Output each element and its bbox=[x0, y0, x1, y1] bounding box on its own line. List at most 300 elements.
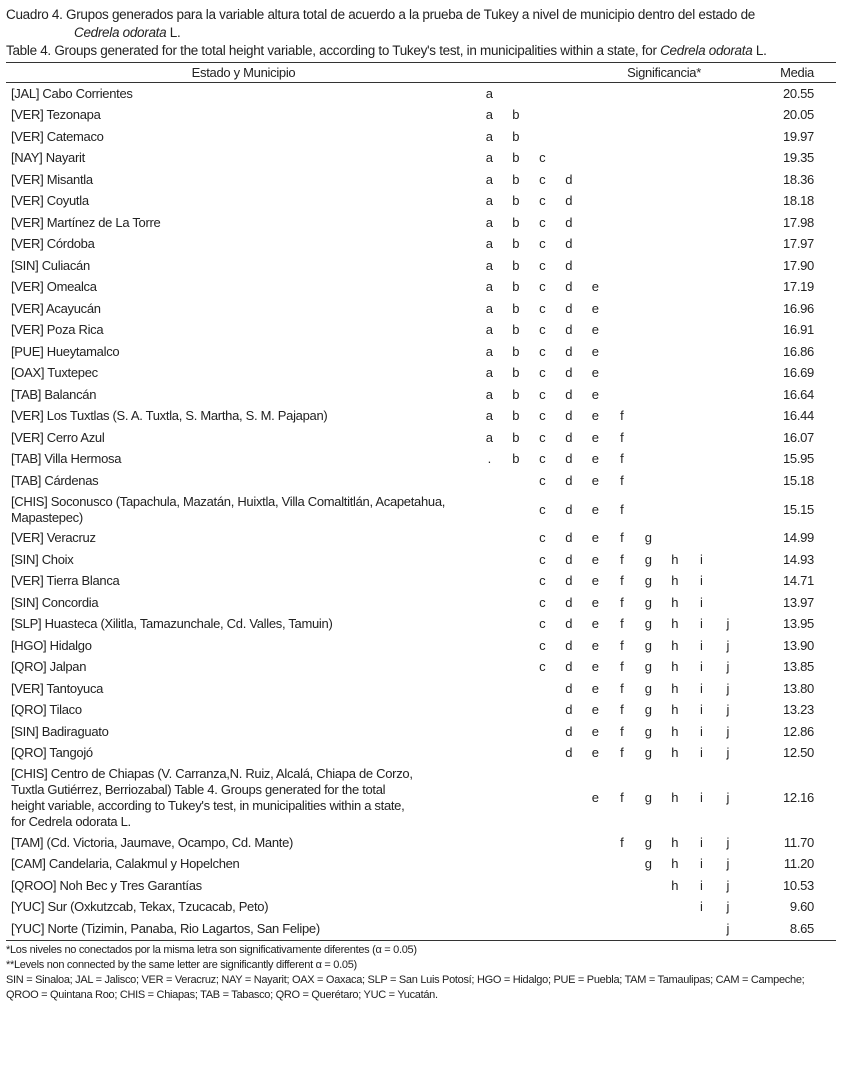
municipality-name bbox=[6, 549, 476, 571]
significance-letter: d bbox=[565, 723, 573, 739]
significance-letter bbox=[715, 126, 742, 148]
significance-letter bbox=[715, 234, 742, 256]
significance-letter bbox=[688, 169, 715, 191]
significance-letter bbox=[503, 592, 530, 614]
media-value: 16.96 bbox=[782, 300, 814, 316]
significance-letter: d bbox=[565, 702, 573, 718]
significance-letter: b bbox=[512, 300, 520, 316]
significance-letter: c bbox=[539, 530, 546, 546]
significance-letter: f bbox=[620, 723, 624, 739]
media-value: 15.18 bbox=[782, 472, 814, 488]
significance-letter: g bbox=[644, 745, 652, 761]
media-value: 13.95 bbox=[782, 616, 814, 632]
significance-letter bbox=[609, 875, 636, 897]
significance-letter: a bbox=[485, 365, 493, 381]
significance-letter: a bbox=[485, 322, 493, 338]
significance-letter bbox=[715, 320, 742, 342]
significance-letter: b bbox=[512, 429, 520, 445]
significance-letter bbox=[609, 341, 636, 363]
significance-letter bbox=[715, 406, 742, 428]
table-row bbox=[6, 571, 836, 593]
table-row bbox=[6, 384, 836, 406]
significance-letter: j bbox=[726, 899, 730, 915]
significance-letter bbox=[556, 875, 583, 897]
significance-letter bbox=[582, 191, 609, 213]
significance-letter bbox=[662, 83, 689, 105]
significance-letter: c bbox=[539, 573, 546, 589]
significance-letter bbox=[688, 320, 715, 342]
media-value: 13.85 bbox=[782, 659, 814, 675]
significance-letter: a bbox=[485, 408, 493, 424]
significance-letter bbox=[662, 897, 689, 919]
significance-letter bbox=[662, 918, 689, 940]
significance-letter: f bbox=[620, 745, 624, 761]
municipality-name-text: [QROO] Noh Bec y Tres Garantías bbox=[11, 877, 202, 893]
significance-letter bbox=[662, 234, 689, 256]
significance-letter bbox=[715, 148, 742, 170]
significance-letter: j bbox=[726, 637, 730, 653]
significance-letter bbox=[609, 320, 636, 342]
significance-letter bbox=[476, 528, 503, 550]
municipality-name-text: [VER] Martínez de La Torre bbox=[11, 214, 161, 230]
table-row bbox=[6, 592, 836, 614]
municipality-name-text: [VER] Los Tuxtlas (S. A. Tuxtla, S. Martha, S. M. Pajapan) bbox=[11, 408, 328, 424]
significance-letter bbox=[715, 363, 742, 385]
significance-letter bbox=[529, 854, 556, 876]
significance-letter bbox=[635, 277, 662, 299]
municipality-name-text: [YUC] Norte (Tizimin, Panaba, Rio Lagartos, San Felipe) bbox=[11, 920, 320, 936]
significance-letter: j bbox=[726, 790, 730, 805]
significance-letter bbox=[609, 169, 636, 191]
significance-letter bbox=[556, 148, 583, 170]
media-value: 12.86 bbox=[782, 723, 814, 739]
significance-letter: h bbox=[671, 573, 679, 589]
municipality-name-text: [VER] Córdoba bbox=[11, 236, 95, 252]
significance-letter: a bbox=[485, 343, 493, 359]
significance-letter bbox=[662, 277, 689, 299]
table-row bbox=[6, 854, 836, 876]
significance-letter: c bbox=[539, 501, 546, 517]
table-row bbox=[6, 277, 836, 299]
significance-letter: d bbox=[565, 171, 573, 187]
municipality-name bbox=[6, 700, 476, 722]
significance-letter bbox=[503, 470, 530, 492]
significance-letter: d bbox=[565, 472, 573, 488]
significance-letter bbox=[556, 126, 583, 148]
significance-letter: g bbox=[644, 530, 652, 546]
significance-letter: c bbox=[539, 300, 546, 316]
media-value: 14.71 bbox=[782, 573, 814, 589]
significance-letter: h bbox=[671, 637, 679, 653]
significance-letter: e bbox=[591, 745, 599, 761]
significance-letter: f bbox=[620, 790, 624, 805]
municipality-name-text: [CHIS] Soconusco (Tapachula, Mazatán, Huixtla, Villa Comaltitlán, Acapetahua, Mapastepec) bbox=[11, 493, 446, 525]
significance-letter bbox=[476, 700, 503, 722]
table-row bbox=[6, 918, 836, 940]
significance-letter: f bbox=[620, 408, 624, 424]
table-row bbox=[6, 320, 836, 342]
significance-letter bbox=[635, 427, 662, 449]
significance-letter: e bbox=[591, 790, 599, 805]
significance-letter bbox=[582, 105, 609, 127]
significance-letter: d bbox=[565, 322, 573, 338]
significance-letter: c bbox=[539, 386, 546, 402]
significance-letter bbox=[635, 918, 662, 940]
significance-letter bbox=[476, 897, 503, 919]
significance-letter: c bbox=[539, 171, 546, 187]
significance-letter bbox=[582, 255, 609, 277]
significance-letter: a bbox=[485, 128, 493, 144]
significance-letter: f bbox=[620, 451, 624, 467]
significance-letter bbox=[688, 427, 715, 449]
significance-letter bbox=[635, 105, 662, 127]
municipality-name-text: [TAB] Cárdenas bbox=[11, 472, 99, 488]
municipality-name bbox=[6, 528, 476, 550]
significance-letter: d bbox=[565, 594, 573, 610]
media-value: 20.55 bbox=[782, 85, 814, 101]
caption-english-suffix: L. bbox=[752, 43, 767, 58]
significance-letter: h bbox=[671, 616, 679, 632]
significance-letter bbox=[688, 470, 715, 492]
significance-letter bbox=[609, 854, 636, 876]
significance-letter: c bbox=[539, 451, 546, 467]
significance-letter: f bbox=[620, 573, 624, 589]
media-value: 17.90 bbox=[782, 257, 814, 273]
significance-letter bbox=[662, 191, 689, 213]
significance-letter: e bbox=[591, 365, 599, 381]
significance-letter: h bbox=[671, 551, 679, 567]
municipality-name-text: [QRO] Tangojó bbox=[11, 745, 93, 761]
significance-letter: e bbox=[591, 279, 599, 295]
significance-letter bbox=[609, 277, 636, 299]
significance-letter: a bbox=[485, 193, 493, 209]
municipality-name bbox=[6, 592, 476, 614]
media-value: 18.36 bbox=[782, 171, 814, 187]
significance-letter: h bbox=[671, 790, 679, 805]
table-row bbox=[6, 126, 836, 148]
municipality-name bbox=[6, 470, 476, 492]
significance-letter bbox=[503, 678, 530, 700]
significance-letter bbox=[556, 918, 583, 940]
municipality-name-text: [VER] Tezonapa bbox=[11, 107, 101, 123]
significance-letter: g bbox=[644, 637, 652, 653]
media-value: 16.91 bbox=[782, 322, 814, 338]
footnote-english: **Levels non connected by the same letter are significantly different α = 0.05) bbox=[6, 958, 357, 971]
municipality-name bbox=[6, 341, 476, 363]
significance-letter bbox=[503, 875, 530, 897]
significance-letter: i bbox=[699, 573, 703, 589]
table-row bbox=[6, 148, 836, 170]
significance-letter: b bbox=[512, 107, 520, 123]
table-row bbox=[6, 678, 836, 700]
municipality-name bbox=[6, 234, 476, 256]
municipality-name bbox=[6, 832, 476, 854]
media-value: 15.95 bbox=[782, 451, 814, 467]
media-value: 13.90 bbox=[782, 637, 814, 653]
significance-letter: c bbox=[539, 193, 546, 209]
significance-letter: d bbox=[565, 451, 573, 467]
significance-letter bbox=[688, 492, 715, 528]
media-value: 17.19 bbox=[782, 279, 814, 295]
significance-letter bbox=[556, 897, 583, 919]
significance-letter: a bbox=[485, 171, 493, 187]
significance-letter: j bbox=[726, 723, 730, 739]
table-row bbox=[6, 549, 836, 571]
significance-letter bbox=[529, 764, 556, 832]
significance-letter bbox=[635, 406, 662, 428]
significance-letter bbox=[529, 743, 556, 765]
municipality-name-text: [QRO] Tilaco bbox=[11, 702, 82, 718]
caption-spanish-suffix: L. bbox=[166, 25, 181, 40]
municipality-name bbox=[6, 298, 476, 320]
significance-letter bbox=[635, 191, 662, 213]
significance-letter: j bbox=[715, 918, 742, 940]
significance-letter: e bbox=[591, 322, 599, 338]
significance-letter: f bbox=[620, 680, 624, 696]
significance-letter bbox=[635, 148, 662, 170]
significance-letter bbox=[688, 363, 715, 385]
significance-letter: g bbox=[644, 659, 652, 675]
municipality-name bbox=[6, 571, 476, 593]
significance-letter bbox=[662, 406, 689, 428]
significance-letter bbox=[609, 212, 636, 234]
significance-letter bbox=[715, 384, 742, 406]
table-row bbox=[6, 700, 836, 722]
significance-letter: c bbox=[539, 257, 546, 273]
significance-letter bbox=[662, 341, 689, 363]
significance-letter bbox=[609, 897, 636, 919]
significance-letter bbox=[582, 234, 609, 256]
municipality-name-text: [VER] Cerro Azul bbox=[11, 429, 105, 445]
significance-letter: f bbox=[620, 594, 624, 610]
table-row bbox=[6, 449, 836, 471]
significance-letter: j bbox=[726, 877, 730, 893]
municipality-name-text: [SLP] Huasteca (Xilitla, Tamazunchale, Cd. Valles, Tamuin) bbox=[11, 616, 333, 632]
significance-letter bbox=[503, 832, 530, 854]
table-header-row bbox=[6, 63, 836, 83]
table-row bbox=[6, 341, 836, 363]
significance-letter: e bbox=[591, 343, 599, 359]
significance-letter bbox=[715, 191, 742, 213]
footnote-spanish: *Los niveles no conectados por la misma letra son significativamente diferentes (α = 0.05) bbox=[6, 943, 417, 956]
significance-letter bbox=[715, 298, 742, 320]
significance-letter: b bbox=[512, 193, 520, 209]
significance-letter: a bbox=[485, 85, 493, 101]
media-value: 19.97 bbox=[782, 128, 814, 144]
significance-letter bbox=[503, 721, 530, 743]
significance-letter bbox=[503, 918, 530, 940]
significance-letter bbox=[503, 657, 530, 679]
significance-letter bbox=[715, 470, 742, 492]
significance-letter: d bbox=[565, 300, 573, 316]
significance-letter: c bbox=[539, 150, 546, 166]
media-value: 15.15 bbox=[782, 501, 814, 517]
significance-letter: d bbox=[565, 616, 573, 632]
significance-letter: a bbox=[485, 429, 493, 445]
table-row bbox=[6, 427, 836, 449]
significance-letter: a bbox=[485, 236, 493, 252]
significance-letter bbox=[529, 875, 556, 897]
municipality-name-text: [VER] Catemaco bbox=[11, 128, 104, 144]
municipality-name-text: [TAB] Balancán bbox=[11, 386, 97, 402]
table-row bbox=[6, 832, 836, 854]
municipality-name bbox=[6, 678, 476, 700]
municipality-name bbox=[6, 897, 476, 919]
municipality-name-text: [VER] Coyutla bbox=[11, 193, 89, 209]
significance-letter: b bbox=[512, 214, 520, 230]
significance-letter: h bbox=[671, 594, 679, 610]
significance-letter: e bbox=[591, 300, 599, 316]
table-row bbox=[6, 255, 836, 277]
significance-letter: c bbox=[539, 408, 546, 424]
significance-letter bbox=[715, 212, 742, 234]
significance-letter: j bbox=[726, 659, 730, 675]
media-value: 16.69 bbox=[782, 365, 814, 381]
significance-letter: f bbox=[620, 659, 624, 675]
municipality-name bbox=[6, 743, 476, 765]
municipality-name bbox=[6, 657, 476, 679]
significance-letter: j bbox=[726, 680, 730, 696]
significance-letter bbox=[582, 212, 609, 234]
municipality-name bbox=[6, 255, 476, 277]
significance-letter: f bbox=[620, 472, 624, 488]
caption-english-species: Cedrela odorata bbox=[660, 43, 753, 58]
significance-letter bbox=[715, 341, 742, 363]
significance-letter: e bbox=[591, 530, 599, 546]
media-value: 16.86 bbox=[782, 343, 814, 359]
caption-spanish-text: Cuadro 4. Grupos generados para la variable altura total de acuerdo a la prueba de Tukey a nivel de municipio dentro del estado de bbox=[6, 7, 756, 22]
significance-letter bbox=[662, 492, 689, 528]
media-value: 18.18 bbox=[782, 193, 814, 209]
significance-letter bbox=[635, 363, 662, 385]
significance-letter: i bbox=[699, 680, 703, 696]
municipality-name bbox=[6, 212, 476, 234]
significance-letter bbox=[476, 875, 503, 897]
municipality-name bbox=[6, 721, 476, 743]
significance-letter: d bbox=[565, 680, 573, 696]
table-row bbox=[6, 743, 836, 765]
significance-letter bbox=[688, 918, 715, 940]
significance-letter: h bbox=[671, 702, 679, 718]
significance-letter bbox=[476, 678, 503, 700]
significance-letter: e bbox=[591, 472, 599, 488]
caption-english bbox=[6, 42, 839, 60]
significance-letter: j bbox=[726, 616, 730, 632]
significance-letter: g bbox=[644, 680, 652, 696]
municipality-name-text: [SIN] Choix bbox=[11, 551, 74, 567]
significance-letter bbox=[635, 875, 662, 897]
significance-letter: b bbox=[512, 451, 520, 467]
significance-letter bbox=[688, 384, 715, 406]
significance-letter: c bbox=[539, 322, 546, 338]
municipality-name bbox=[6, 320, 476, 342]
significance-letter bbox=[503, 492, 530, 528]
table-row bbox=[6, 635, 836, 657]
media-value: 9.60 bbox=[789, 899, 814, 915]
media-value: 20.05 bbox=[782, 107, 814, 123]
significance-letter bbox=[635, 897, 662, 919]
significance-letter bbox=[715, 449, 742, 471]
significance-letter: b bbox=[512, 150, 520, 166]
significance-letter: a bbox=[485, 386, 493, 402]
significance-letter: h bbox=[671, 659, 679, 675]
municipality-name bbox=[6, 169, 476, 191]
significance-letter bbox=[635, 298, 662, 320]
significance-letter bbox=[503, 635, 530, 657]
significance-letter: d bbox=[565, 236, 573, 252]
significance-letter: g bbox=[644, 573, 652, 589]
significance-letter bbox=[476, 918, 503, 940]
header-media: Media bbox=[741, 63, 836, 83]
caption-spanish-species: Cedrela odorata bbox=[74, 25, 167, 40]
significance-letter bbox=[715, 83, 742, 105]
significance-letter: d bbox=[565, 214, 573, 230]
significance-letter bbox=[582, 126, 609, 148]
significance-letter bbox=[715, 492, 742, 528]
significance-letter bbox=[662, 126, 689, 148]
significance-letter bbox=[688, 212, 715, 234]
significance-letter: d bbox=[565, 659, 573, 675]
significance-letter: e bbox=[591, 594, 599, 610]
significance-letter bbox=[635, 449, 662, 471]
municipality-name bbox=[6, 83, 476, 105]
significance-letter: e bbox=[591, 659, 599, 675]
significance-letter: i bbox=[699, 877, 703, 893]
significance-letter: f bbox=[620, 702, 624, 718]
significance-letter: f bbox=[620, 551, 624, 567]
significance-letter bbox=[476, 614, 503, 636]
significance-letter: e bbox=[591, 429, 599, 445]
significance-letter bbox=[556, 83, 583, 105]
significance-letter bbox=[476, 635, 503, 657]
significance-letter: e bbox=[591, 616, 599, 632]
significance-letter bbox=[662, 255, 689, 277]
significance-letter bbox=[582, 169, 609, 191]
significance-letter: c bbox=[539, 365, 546, 381]
media-value: 17.98 bbox=[782, 214, 814, 230]
significance-letter: e bbox=[591, 501, 599, 517]
significance-letter bbox=[688, 528, 715, 550]
significance-letter bbox=[662, 384, 689, 406]
municipality-name bbox=[6, 105, 476, 127]
significance-letter bbox=[609, 255, 636, 277]
significance-letter: i bbox=[699, 616, 703, 632]
significance-letter bbox=[476, 854, 503, 876]
significance-letter: b bbox=[512, 365, 520, 381]
significance-letter bbox=[609, 363, 636, 385]
significance-letter bbox=[503, 614, 530, 636]
significance-letter bbox=[688, 406, 715, 428]
significance-letter bbox=[582, 897, 609, 919]
municipality-name-text: [NAY] Nayarit bbox=[11, 150, 85, 166]
significance-letter bbox=[635, 470, 662, 492]
significance-letter bbox=[609, 191, 636, 213]
municipality-name-text: [YUC] Sur (Oxkutzcab, Tekax, Tzucacab, Peto) bbox=[11, 899, 269, 915]
significance-letter: b bbox=[512, 386, 520, 402]
significance-letter bbox=[476, 549, 503, 571]
table-row bbox=[6, 657, 836, 679]
significance-letter bbox=[556, 105, 583, 127]
significance-letter: . bbox=[487, 451, 491, 467]
media-value: 12.16 bbox=[782, 790, 814, 805]
significance-letter bbox=[503, 700, 530, 722]
significance-letter: e bbox=[591, 637, 599, 653]
municipality-name bbox=[6, 384, 476, 406]
media-value: 13.80 bbox=[782, 680, 814, 696]
significance-letter: b bbox=[512, 343, 520, 359]
significance-letter: j bbox=[726, 745, 730, 761]
significance-letter: d bbox=[565, 408, 573, 424]
